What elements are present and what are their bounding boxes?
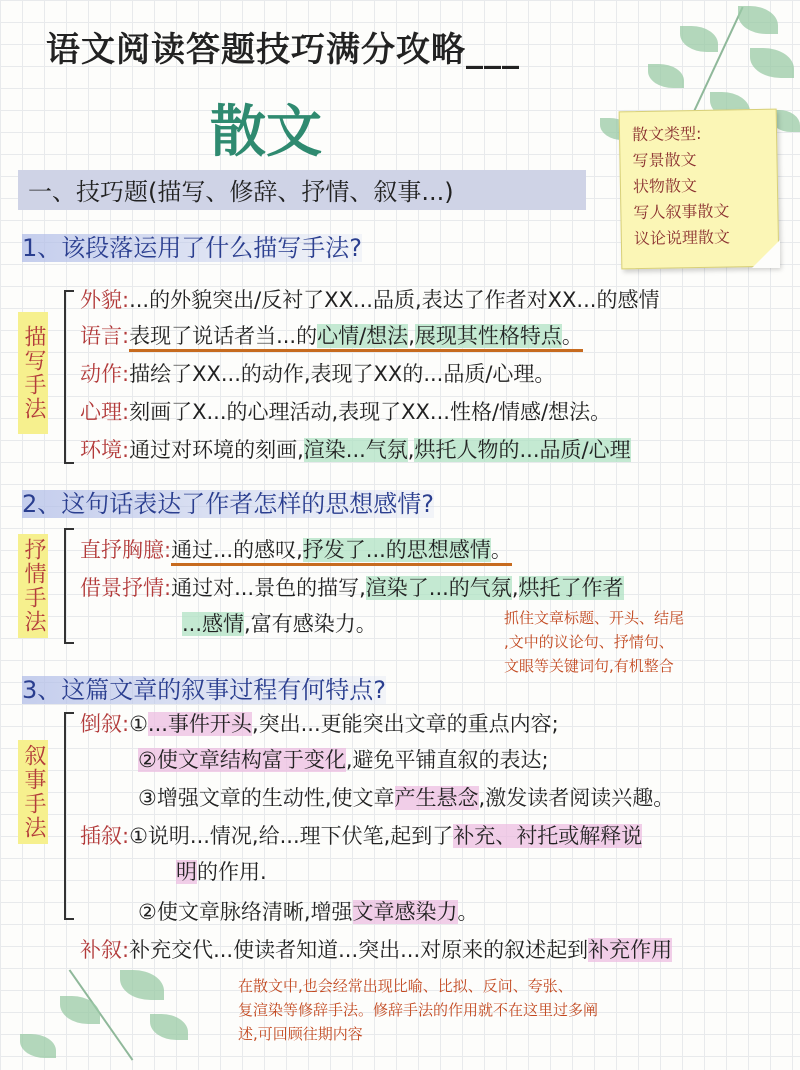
row-text: 描绘了XX...的动作,表现了XX的...品质/心理。	[129, 362, 556, 386]
highlight: 渲染...气氛	[303, 438, 408, 462]
question-2	[22, 484, 434, 519]
highlight: ...事件开头	[147, 712, 252, 736]
question-2-text: 2、这句话表达了作者怎样的思想感情?	[22, 490, 435, 518]
tip-line: ,文中的议论句、抒情句、	[504, 633, 674, 651]
note-heading: 散文类型:	[631, 123, 702, 145]
row-text: 通过对环境的刻画,	[129, 438, 304, 462]
highlight: 补充、衬托或解释说	[453, 824, 643, 848]
highlight: 补充作用	[588, 938, 673, 962]
leaf-decoration-bottom	[0, 960, 240, 1070]
note-item: 写景散文	[632, 150, 697, 171]
row-flashback-2	[138, 744, 549, 774]
highlight: 明	[176, 860, 197, 884]
row-text: 通过...的感叹,	[171, 538, 303, 562]
highlight: 烘托人物的...品质/心理	[414, 438, 631, 462]
side-label-lyric: 抒情手法	[18, 534, 48, 638]
row-label: 环境:	[80, 438, 130, 462]
row-text: 刻画了X...的心理活动,表现了XX...性格/情感/想法。	[129, 400, 612, 424]
row-text: 。	[457, 900, 479, 924]
page-title: 语文阅读答题技巧满分攻略___	[46, 30, 520, 70]
row-text: 表现了说话者当...的	[129, 324, 318, 348]
row-label: 心理:	[80, 400, 130, 424]
row-text: ,	[408, 324, 415, 348]
highlight: 心情/想法	[317, 324, 409, 348]
row-label: 外貌:	[80, 288, 130, 312]
row-environment	[80, 434, 631, 464]
row-text: 通过对...景色的描写,	[171, 576, 366, 600]
row-text: ,	[511, 576, 519, 600]
row-supplement	[80, 934, 672, 964]
row-label: 动作:	[80, 362, 130, 386]
tip-note-2	[238, 974, 598, 1046]
row-label: 借景抒情:	[80, 576, 172, 600]
bracket	[64, 712, 74, 920]
question-1-text: 1、该段落运用了什么描写手法?	[22, 234, 363, 262]
row-text: ...的外貌突出/反衬了XX...品质,表达了作者对XX...的感情	[129, 288, 660, 312]
side-label-narrative: 叙事手法	[18, 740, 48, 844]
tip-line: 复渲染等修辞手法。修辞手法的作用就不在这里过多阐	[238, 1001, 599, 1019]
row-direct-lyric	[80, 534, 512, 564]
note-item: 状物散文	[632, 176, 698, 197]
bracket	[64, 528, 74, 644]
row-interpolation-cont	[176, 856, 267, 886]
row-text: ③增强文章的生动性,使文章	[138, 786, 395, 810]
highlight: 展现其性格特点	[414, 324, 562, 348]
highlight: 产生悬念	[394, 786, 479, 810]
row-text: 补充交代...使读者知道...突出...对原来的叙述起到	[129, 938, 589, 962]
row-text: 。	[561, 324, 583, 348]
page-subtitle: 散文	[210, 99, 322, 165]
row-scene-lyric-cont	[182, 608, 377, 638]
row-text: ,富有感染力。	[244, 612, 377, 636]
row-text: ①	[129, 712, 148, 736]
bracket	[64, 290, 74, 464]
highlight: 抒发了...的思想感情	[302, 538, 491, 562]
row-appearance	[80, 284, 659, 314]
row-label: 直抒胸臆:	[80, 538, 172, 562]
highlight: ②使文章结构富于变化	[138, 748, 346, 772]
tip-line: 文眼等关键词句,有机整合	[504, 657, 674, 675]
section-title: 一、技巧题(描写、修辞、抒情、叙事...)	[28, 178, 454, 206]
row-label: 插叙:	[80, 824, 130, 848]
row-psychology	[80, 396, 611, 426]
row-action	[80, 358, 555, 388]
row-interpolation	[80, 820, 642, 850]
tip-line: 述,可回顾往期内容	[238, 1025, 363, 1043]
row-text: 的作用.	[197, 860, 267, 884]
question-1	[22, 228, 362, 263]
row-text: ,激发读者阅读兴趣。	[478, 786, 675, 810]
row-flashback	[80, 708, 559, 738]
highlight: 文章感染力	[352, 900, 458, 924]
row-label: 倒叙:	[80, 712, 130, 736]
row-text: ①说明...情况,给...理下伏笔,起到了	[129, 824, 454, 848]
row-text: 。	[490, 538, 512, 562]
row-label: 补叙:	[80, 938, 130, 962]
row-flashback-3	[138, 782, 674, 812]
question-3-text: 3、这篇文章的叙事过程有何特点?	[22, 676, 387, 704]
note-item: 写人叙事散文	[633, 201, 730, 223]
note-item: 议论说理散文	[633, 227, 731, 249]
side-label-description: 描写手法	[18, 312, 48, 434]
highlight: 渲染了...的气氛	[365, 576, 512, 600]
row-text: ,突出...更能突出文章的重点内容;	[251, 712, 559, 736]
row-scene-lyric	[80, 572, 624, 602]
tip-line: 抓住文章标题、开头、结尾	[504, 609, 685, 627]
highlight: 烘托了作者	[518, 576, 624, 600]
tip-line: 在散文中,也会经常出现比喻、比拟、反问、夸张、	[238, 977, 573, 995]
row-label: 语言:	[80, 324, 130, 348]
highlight: ...感情	[182, 612, 245, 636]
row-text: ,	[407, 438, 415, 462]
row-speech	[80, 320, 583, 350]
note-fold	[752, 240, 780, 268]
row-text: ②使文章脉络清晰,增强	[138, 900, 353, 924]
question-3	[22, 670, 386, 705]
row-text: ,避免平铺直叙的表达;	[345, 748, 549, 772]
tip-note-1	[504, 606, 684, 678]
row-interpolation-2	[138, 896, 479, 926]
